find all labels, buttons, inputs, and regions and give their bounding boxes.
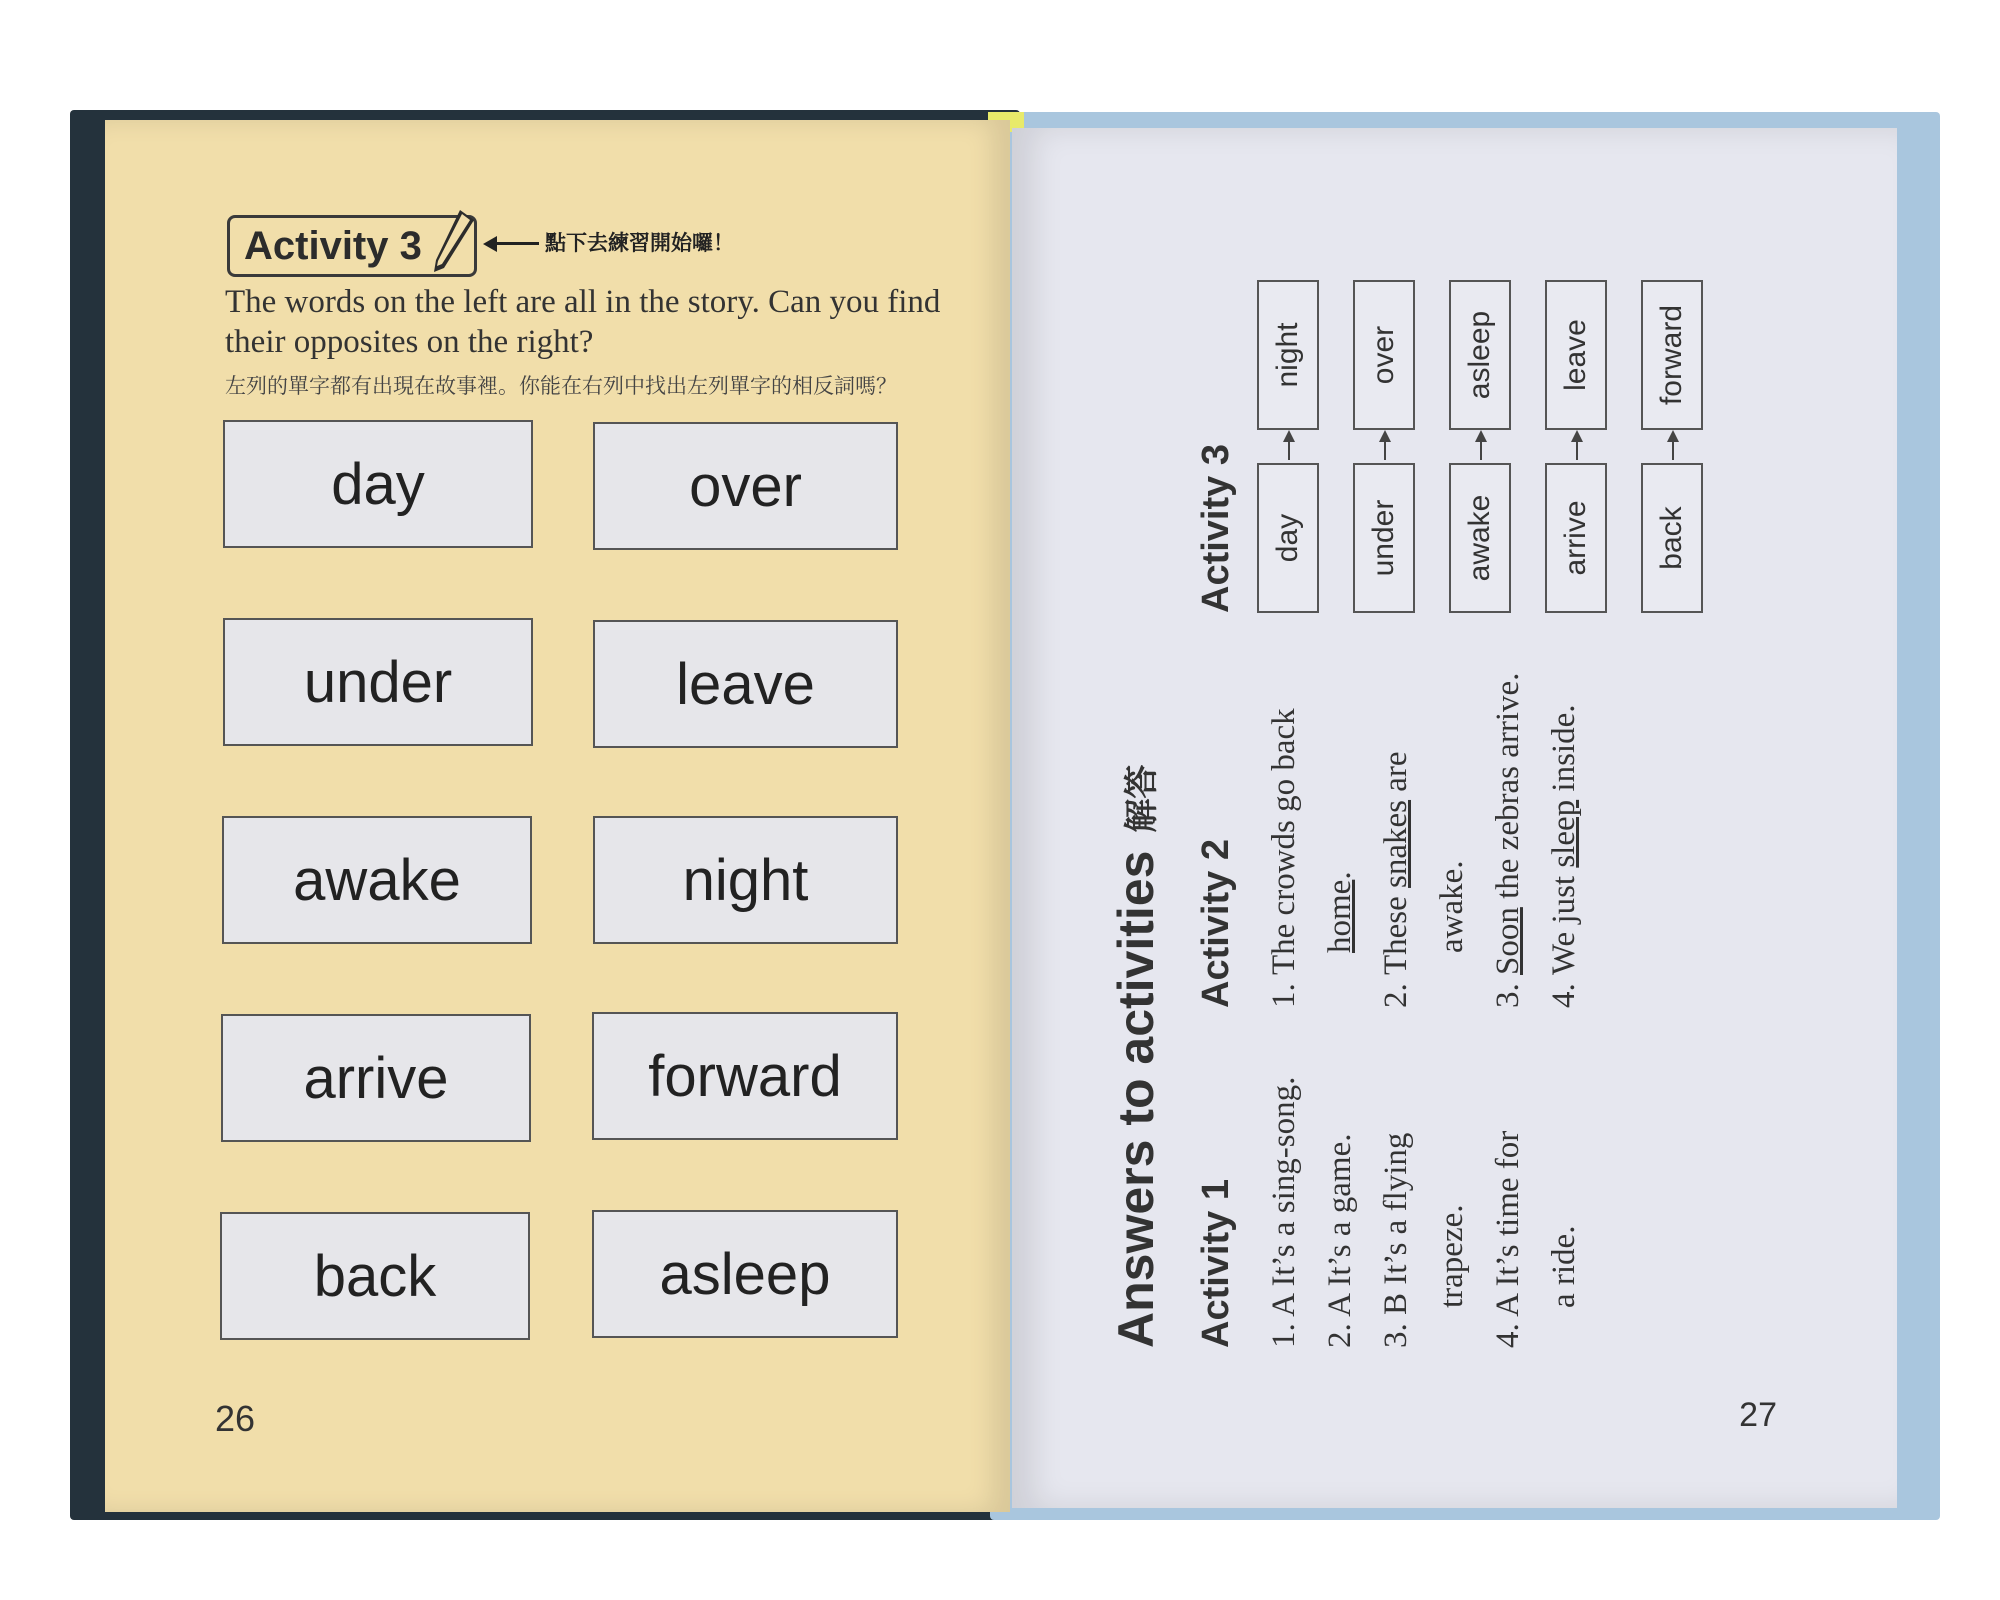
- activity-3-tag: [227, 215, 477, 277]
- word-card-asleep[interactable]: asleep: [592, 1210, 898, 1338]
- activity-1-line-2: 2. A It’s a game.: [1322, 1133, 1358, 1348]
- a2-num-3: 3.: [1490, 983, 1526, 1008]
- a2-underlined-4: sleep: [1546, 799, 1582, 868]
- a2-num-1: 1.: [1266, 983, 1302, 1008]
- a3-arrow-4: [1576, 432, 1578, 460]
- word-card-back[interactable]: back: [220, 1212, 530, 1340]
- left-page: [105, 120, 1010, 1512]
- a3-arrow-3: [1480, 432, 1482, 460]
- a3-to-asleep: asleep: [1449, 280, 1511, 430]
- activity-number: 3: [399, 223, 422, 268]
- activity-1-line-4b: a ride.: [1546, 1225, 1582, 1308]
- activity-3-heading: Activity 3: [1195, 444, 1237, 613]
- a2-post-1: .: [1322, 871, 1358, 880]
- activity-2-heading: Activity 2: [1195, 839, 1237, 1008]
- word-card-awake[interactable]: awake: [222, 816, 532, 944]
- a2-num-2: 2.: [1378, 983, 1414, 1008]
- page-number-left: 26: [215, 1398, 256, 1439]
- activity-label: Activity: [244, 223, 389, 268]
- page-number-right: 27: [1739, 1396, 1777, 1434]
- answers-title-text: Answers to activities: [1108, 850, 1164, 1348]
- instruction-chinese: 左列的單字都有出現在故事裡。你能在右列中找出左列單字的相反詞嗎？: [225, 375, 897, 398]
- word-card-over[interactable]: over: [593, 422, 898, 550]
- a2-post-4: inside.: [1546, 704, 1582, 800]
- word-card-arrive[interactable]: arrive: [221, 1014, 531, 1142]
- activity-2-line-2: [1377, 751, 1415, 1008]
- a2-post-2: are: [1378, 751, 1414, 800]
- a2-underlined-1: home: [1322, 879, 1358, 953]
- a3-arrow-1: [1288, 432, 1290, 460]
- activity-1-line-1: 1. A It’s a sing-song.: [1266, 1076, 1302, 1348]
- activity-1-line-3: 3. B It’s a flying: [1378, 1132, 1414, 1348]
- a3-to-forward: forward: [1641, 280, 1703, 430]
- instruction-english: The words on the left are all in the story. Can you find their opposites on the right?: [225, 284, 941, 360]
- answers-title: [1107, 765, 1165, 1348]
- word-card-day[interactable]: day: [223, 420, 533, 548]
- a2-pre-1: The crowds go back: [1266, 708, 1302, 975]
- activity-2-line-1: [1265, 708, 1303, 1008]
- a3-from-back: back: [1641, 463, 1703, 613]
- a3-to-over: over: [1353, 280, 1415, 430]
- a3-from-under: under: [1353, 463, 1415, 613]
- a2-post-3: the zebras arrive.: [1490, 672, 1526, 908]
- activity-2-line-4: [1545, 705, 1583, 1008]
- hint-text: 點下去練習開始囉！: [545, 232, 734, 255]
- word-card-leave[interactable]: leave: [593, 620, 898, 748]
- word-card-forward[interactable]: forward: [592, 1012, 898, 1140]
- a2-pre-2: These: [1378, 887, 1414, 975]
- a3-to-night: night: [1257, 280, 1319, 430]
- a3-from-day: day: [1257, 463, 1319, 613]
- activity-1-line-4: 4. A It’s time for: [1490, 1130, 1526, 1348]
- activity-2-line-2b: awake.: [1434, 860, 1470, 953]
- activity-1-line-3b: trapeze.: [1434, 1204, 1470, 1308]
- word-card-under[interactable]: under: [223, 618, 533, 746]
- a2-underlined-2: snakes: [1378, 799, 1414, 888]
- a3-arrow-2: [1384, 432, 1386, 460]
- a2-num-4: 4.: [1546, 983, 1582, 1008]
- a3-from-awake: awake: [1449, 463, 1511, 613]
- right-page: [1012, 128, 1897, 1508]
- a3-arrow-5: [1672, 432, 1674, 460]
- activity-1-heading: Activity 1: [1195, 1179, 1237, 1348]
- word-card-night[interactable]: night: [593, 816, 898, 944]
- a3-from-arrive: arrive: [1545, 463, 1607, 613]
- a3-to-leave: leave: [1545, 280, 1607, 430]
- a2-pre-4: We just: [1546, 867, 1582, 975]
- pencil-icon: [430, 206, 480, 276]
- activity-2-line-3: [1489, 673, 1527, 1008]
- answers-title-zh: 解答: [1123, 764, 1161, 833]
- a2-underlined-3: Soon: [1490, 907, 1526, 975]
- answers-rotated-block: [1107, 48, 1867, 1348]
- activity-2-line-1b: [1321, 871, 1359, 953]
- hint-arrow: [487, 242, 539, 245]
